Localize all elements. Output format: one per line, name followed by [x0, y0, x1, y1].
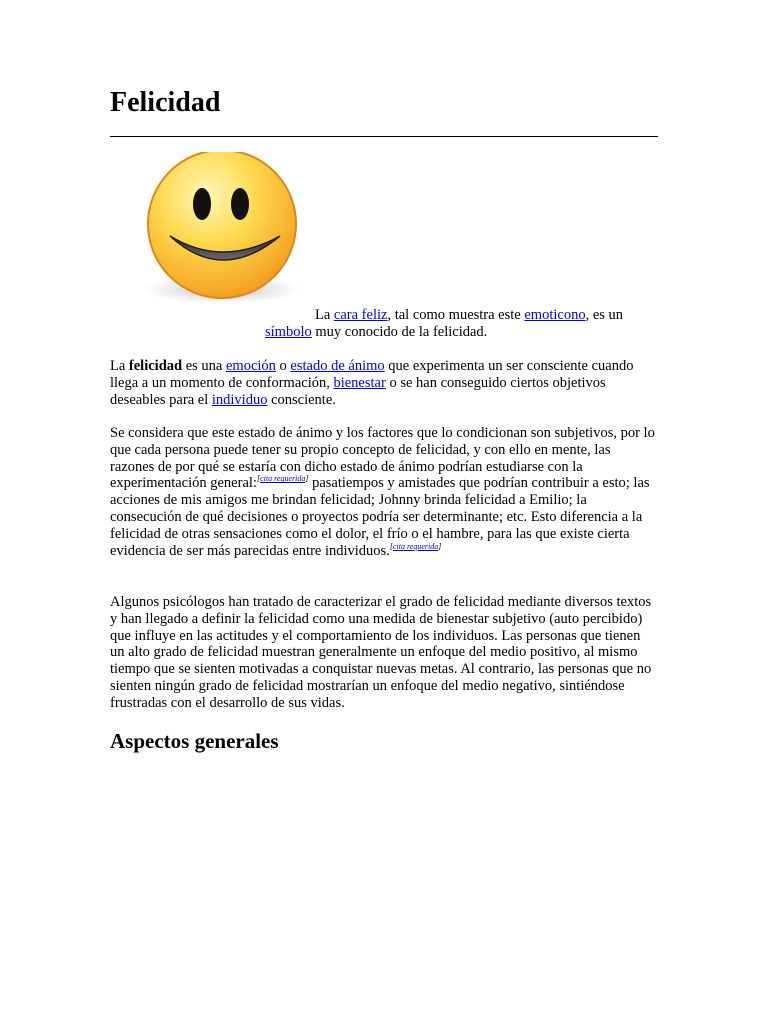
link-individuo[interactable]: individuo [211, 391, 268, 408]
citation-needed: [cita requerida] [389, 541, 442, 551]
link-estado-de-animo[interactable]: estado de ánimo [290, 358, 385, 374]
paragraph-text: o se han conseguido ciertos objetivos deseables para el [110, 374, 606, 408]
smiley-face-icon [140, 152, 310, 312]
link-cara-feliz[interactable]: cara feliz [333, 307, 388, 323]
link-simbolo[interactable]: símbolo [265, 324, 312, 340]
caption-text: , es un [585, 307, 624, 323]
link-cita-requerida[interactable]: cita requerida [392, 541, 439, 551]
link-cita-requerida[interactable]: cita requerida [260, 474, 306, 484]
title-divider [110, 136, 658, 137]
caption-text: La [315, 307, 334, 323]
caption-text: muy conocido de la felicidad. [311, 324, 488, 340]
left-eye [193, 188, 211, 220]
citation-needed: [cita requerida] [256, 474, 309, 484]
bold-term: felicidad [128, 358, 183, 374]
paragraph-text: consciente. [267, 391, 336, 408]
link-bienestar[interactable]: bienestar [333, 374, 386, 391]
paragraph-text: o [275, 358, 291, 374]
section-heading: Aspectos generales [110, 729, 279, 753]
paragraph-text: Se considera que este estado de ánimo y los factores que lo condicionan son subjetivos, por lo que cada persona puede tener su propio concepto de felicidad, y con ello en mente, las razones de por qué se estaría con dicho estado de ánimo podrían estudiarse con la experimentación general: [110, 425, 655, 492]
link-emocion[interactable]: emoción [225, 358, 276, 374]
paragraph-text: pasatiempos y amistades que podrían contribuir a esto; las acciones de mis amigos me brindan felicidad; Johnny brinda felicidad a Emilio; la consecución de qué decisiones o proyectos podría ser determinante; etc. Esto diferencia a la felicidad de otras sensaciones como el dolor, el frío o el hambre, para las que existe cierta evidencia de ser más parecidas entre individuos. [110, 475, 650, 559]
link-emoticono[interactable]: emoticono [524, 307, 586, 323]
image-caption [265, 307, 658, 341]
paragraph-intro [110, 358, 658, 408]
paragraph-text: es una [182, 358, 226, 374]
paragraph-text: La [110, 358, 129, 374]
face [148, 152, 296, 298]
paragraph-psychologists: Algunos psicólogos han tratado de caracterizar el grado de felicidad mediante diversos textos y han llegado a definir la felicidad como una medida de bienestar subjetivo (auto percibido) que influye en las actitudes y el comportamiento de los individuos. Las personas que tienen un alto grado de felicidad muestran generalmente un enfoque del medio positivo, al mismo tiempo que se sienten motivadas a conquistar nuevas metas. Al contrario, las personas que no sienten ningún grado de felicidad mostrarían un enfoque del medio negativo, sintiéndose frustradas con el desarrollo de sus vidas. [110, 594, 652, 711]
right-eye [231, 188, 249, 220]
page-title: Felicidad [110, 87, 221, 118]
paragraph-text: que experimenta un ser consciente cuando llega a un momento de conformación, [110, 358, 634, 391]
caption-text: , tal como muestra este [387, 307, 525, 323]
paragraph-subjectivity [110, 425, 658, 559]
